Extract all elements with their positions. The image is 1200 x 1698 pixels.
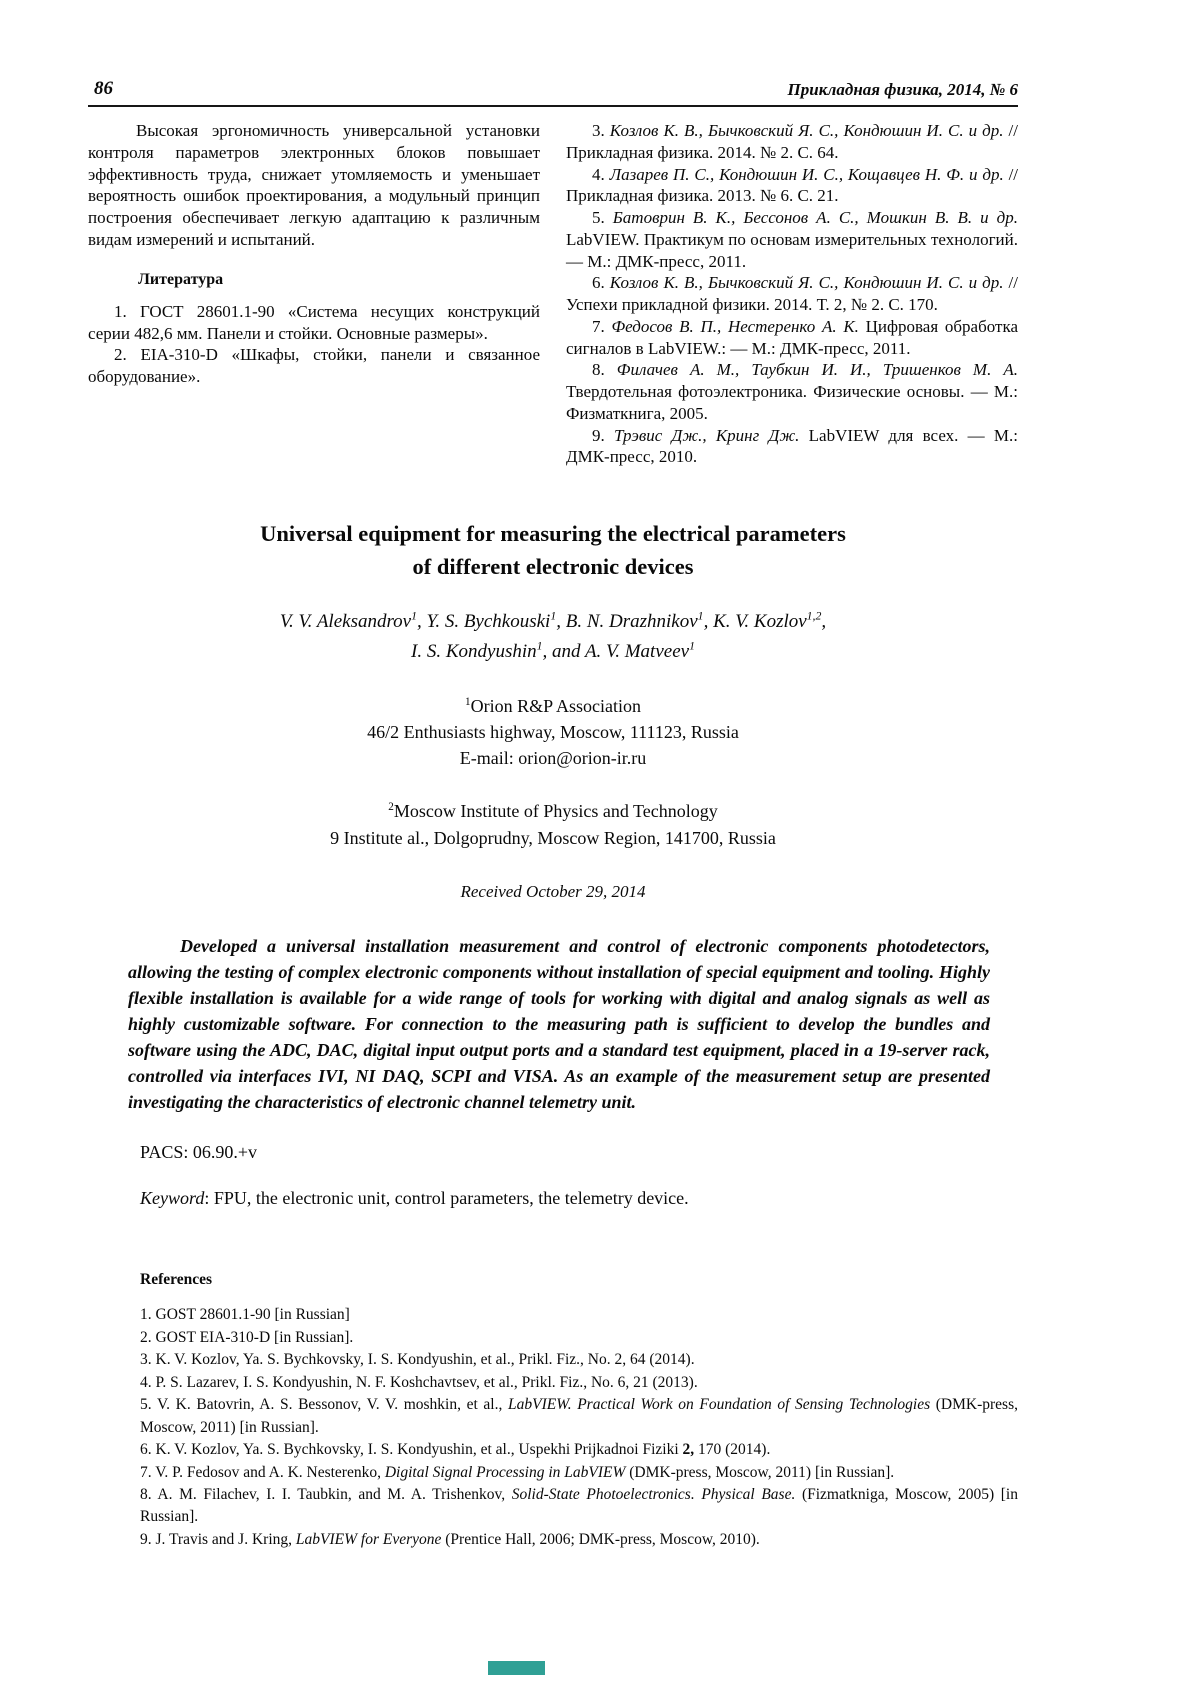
reference-item: 5. V. K. Batovrin, A. S. Bessonov, V. V. moshkin, et al., LabVIEW. Practical Work on Foundation of Sensing Technologies (DMK-press, Moscow, 2011) [in Russian]. (140, 1396, 1018, 1436)
reference-item: 1. GOST 28601.1-90 [in Russian] (140, 1306, 350, 1324)
literatura-item: 4. Лазарев П. С., Кондюшин И. С., Кощавцев Н. Ф. и др. // Прикладная физика. 2013. № 6. С. 21. (566, 164, 1019, 206)
reference-item: 4. P. S. Lazarev, I. S. Kondyushin, N. F. Koshchavtsev, et al., Prikl. Fiz., No. 6, 21 (2013). (140, 1373, 698, 1391)
keyword-label: Keyword (140, 1188, 205, 1209)
references-heading: References (140, 1271, 213, 1289)
pacs-line: PACS: 06.90.+v (140, 1142, 258, 1163)
literatura-list-continued (566, 120, 1018, 468)
affiliation-email: E-mail: orion@orion-ir.ru (459, 748, 647, 769)
page-number: 86 (94, 78, 113, 99)
two-column-section (88, 120, 1018, 468)
authors-line: I. S. Kondyushin$^1$, and A. V. Matveev$^1$ (411, 639, 695, 662)
article-title (88, 518, 1018, 583)
received-date: Received October 29, 2014 (460, 881, 646, 901)
left-column (88, 120, 540, 468)
page-header (88, 0, 1018, 100)
literatura-item: 2. EIA-310-D «Шкафы, стойки, панели и связанное оборудование». (88, 345, 540, 387)
literatura-item: 7. Федосов В. П., Нестеренко А. К. Цифровая обработка сигналов в LabVIEW.: — М.: ДМК-пресс, 2011. (566, 316, 1018, 358)
affiliation-name: $^2$Moscow Institute of Physics and Technology (388, 801, 718, 822)
article-title-line: of different electronic devices (412, 553, 694, 579)
reference-item: 6. K. V. Kozlov, Ya. S. Bychkovsky, I. S. Kondyushin, et al., Uspekhi Prijkadnoi Fiziki 2, 170 (2014). (140, 1441, 771, 1459)
affiliation-1 (88, 693, 1018, 771)
affiliation-address: 46/2 Enthusiasts highway, Moscow, 111123, Russia (367, 722, 739, 743)
literatura-heading: Литература (138, 270, 224, 288)
literatura-item: 3. Козлов К. В., Бычковский Я. С., Кондюшин И. С. и др. // Прикладная физика. 2014. № 2. С. 64. (566, 121, 1019, 162)
right-column (566, 120, 1018, 468)
literatura-item: 1. ГОСТ 28601.1-90 «Система несущих конструкций серии 482,6 мм. Панели и стойки. Основные размеры». (88, 301, 540, 343)
literatura-item: 8. Филачев А. М., Таубкин И. И., Тришенков М. А. Твердотельная фотоэлектроника. Физические основы. — М.: Физматкнига, 2005. (566, 360, 1019, 423)
literatura-item: 9. Трэвис Дж., Кринг Дж. LabVIEW для всех. — М.: ДМК-пресс, 2010. (566, 425, 1018, 467)
journal-title: Прикладная физика, 2014, № 6 (787, 80, 1018, 99)
header-rule (88, 105, 1018, 107)
keyword-text: : FPU, the electronic unit, control parameters, the telemetry device. (204, 1188, 689, 1209)
literatura-item: 6. Козлов К. В., Бычковский Я. С., Кондюшин И. С. и др. // Успехи прикладной физики. 2014. Т. 2, № 2. С. 170. (566, 273, 1019, 314)
reference-item: 8. A. M. Filachev, I. I. Taubkin, and M. A. Trishenkov, Solid-State Photoelectronics. Physical Base. (Fizmatkniga, Moscow, 2005) [in Russian]. (140, 1486, 1018, 1526)
affiliation-2 (88, 798, 1018, 850)
reference-item: 3. K. V. Kozlov, Ya. S. Bychkovsky, I. S. Kondyushin, et al., Prikl. Fiz., No. 2, 64 (2014). (140, 1351, 695, 1369)
article-title-line: Universal equipment for measuring the electrical parameters (260, 521, 846, 546)
abstract: Developed a universal installation measurement and control of electronic components photodetectors, allowing the testing of complex electronic components without installation of special equipment and tooling. Highly flexible installation is available for a wide range of tools for working with digital and analog signals as well as highly customizable software. For connection to the measuring path is sufficient to develop the bundles and software using the ADC, DAC, digital input output ports and a standard test equipment, placed in a 19-server rack, controlled via interfaces IVI, NI DAQ, SCPI and VISA. As an example of the measurement setup are presented investigating the characteristics of electronic channel telemetry unit. (128, 935, 990, 1113)
authors-block (88, 607, 1018, 666)
reference-item: 7. V. P. Fedosov and A. K. Nesterenko, Digital Signal Processing in LabVIEW (DMK-press, Moscow, 2011) [in Russian]. (140, 1463, 895, 1481)
literatura-item: 5. Батоврин В. К., Бессонов А. С., Мошкин В. В. и др. LabVIEW. Практикум по основам измерительных технологий. — М.: ДМК-пресс, 2011. (566, 208, 1018, 271)
reference-item: 2. GOST EIA-310-D [in Russian]. (140, 1328, 354, 1346)
reference-item: 9. J. Travis and J. Kring, LabVIEW for Everyone (Prentice Hall, 2006; DMK-press, Moscow, 2010). (140, 1530, 760, 1548)
intro-paragraph: Высокая эргономичность универсальной установки контроля параметров электронных блоков повышает эффективность труда, снижает утомляемость и уменьшает вероятность ошибок проектирования, а модульный принцип построения обеспечивает легкую адаптацию к различным видам измерений и испытаний. (88, 121, 540, 249)
keyword-line (140, 1188, 1018, 1209)
references-list (140, 1304, 1018, 1551)
literatura-list (88, 301, 540, 388)
affiliation-address: 9 Institute al., Dolgoprudny, Moscow Region, 141700, Russia (330, 827, 776, 848)
affiliation-name: $^1$Orion R&P Association (465, 696, 641, 717)
authors-line: V. V. Aleksandrov$^1$, Y. S. Bychkouski$^1$, B. N. Drazhnikov$^1$, K. V. Kozlov$^{1,2}$, (279, 609, 827, 633)
teal-mark (488, 1661, 545, 1675)
